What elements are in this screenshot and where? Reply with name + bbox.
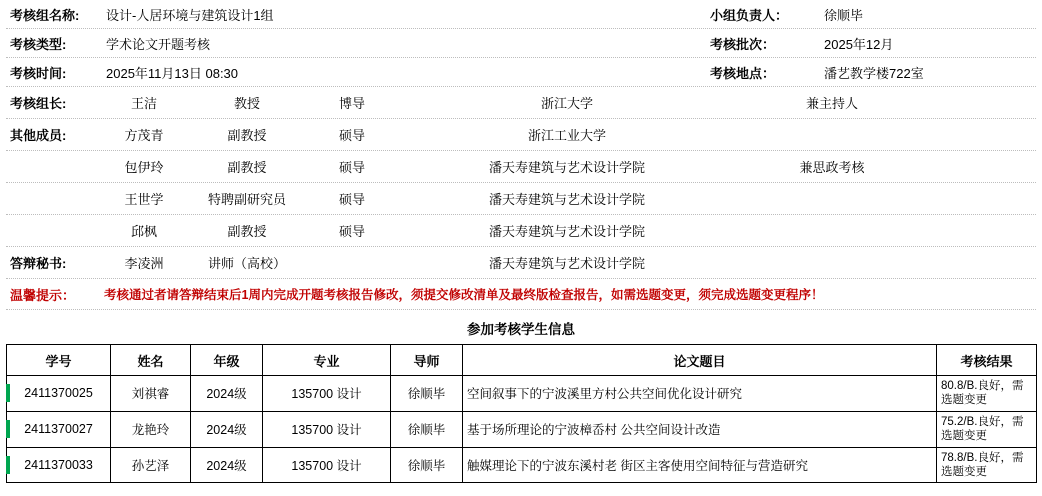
cell-student-result: 80.8/B.良好，需选题变更	[937, 376, 1037, 412]
panel-member-title: 特聘副研究员	[207, 192, 286, 207]
table-row[interactable]	[7, 376, 1037, 412]
exam-time-value: 2025年11月13日 08:30	[106, 65, 239, 81]
cell-student-id: 2411370033	[7, 447, 111, 483]
exam-type-label: 考核类型:	[10, 36, 67, 52]
students-section-title: 参加考核学生信息	[467, 322, 575, 337]
panel-secretary-name: 李凌洲	[124, 256, 164, 271]
cell-student-thesis: 基于场所理论的宁波樟岙村 公共空间设计改造	[463, 411, 937, 447]
cell-student-thesis: 触媒理论下的宁波东溪村老 街区主客使用空间特征与营造研究	[463, 447, 937, 483]
panel-member-org: 潘天寿建筑与艺术设计学院	[488, 192, 645, 207]
notice-text: 考核通过者请答辩结束后1周内完成开题考核报告修改，须提交修改清单及最终版检查报告，如需选题变更，须完成选题变更程序！	[104, 288, 824, 302]
panel-member-org: 潘天寿建筑与艺术设计学院	[488, 160, 645, 175]
panel-member-degree: 硕导	[338, 128, 365, 143]
panel-member-degree: 硕导	[338, 192, 365, 207]
exam-time-label: 考核时间:	[10, 65, 67, 81]
cell-student-id: 2411370025	[7, 376, 111, 412]
panel-member-degree: 硕导	[338, 160, 365, 175]
exam-batch-value: 2025年12月	[824, 36, 894, 52]
cell-student-advisor: 徐顺毕	[391, 447, 463, 483]
cell-student-thesis: 空间叙事下的宁波溪里方村公共空间优化设计研究	[463, 376, 937, 412]
cell-student-advisor: 徐顺毕	[391, 376, 463, 412]
panel-secretary-title: 讲师（高校）	[207, 256, 286, 271]
cell-student-grade: 2024级	[191, 447, 263, 483]
panel-member-name: 方茂青	[124, 128, 164, 143]
panel-member-row	[6, 151, 1036, 183]
panel-member-org: 浙江工业大学	[527, 128, 606, 143]
panel-leader-name: 王洁	[130, 96, 157, 111]
cell-student-name: 孙艺泽	[111, 447, 191, 483]
notice-label: 温馨提示：	[10, 287, 76, 303]
cell-student-result: 75.2/B.良好，需选题变更	[937, 411, 1037, 447]
panel-member-name: 王世学	[124, 192, 164, 207]
panel-member-row	[6, 183, 1036, 215]
notice-row	[6, 279, 1036, 310]
cell-student-grade: 2024级	[191, 411, 263, 447]
cell-student-advisor: 徐顺毕	[391, 411, 463, 447]
cell-student-grade: 2024级	[191, 376, 263, 412]
group-name-label: 考核组名称:	[10, 7, 80, 23]
info-row-exam-time	[6, 58, 1036, 87]
panel-member-name: 包伊玲	[124, 160, 164, 175]
cell-student-major: 135700 设计	[263, 376, 391, 412]
column-header-major: 专业	[263, 345, 391, 376]
students-table	[6, 344, 1037, 483]
exam-place-label: 考核地点：	[710, 65, 776, 81]
column-header-id: 学号	[7, 345, 111, 376]
table-row[interactable]	[7, 411, 1037, 447]
exam-type-value: 学术论文开题考核	[106, 36, 211, 52]
cell-student-major: 135700 设计	[263, 411, 391, 447]
panel-member-title: 副教授	[227, 224, 267, 239]
column-header-name: 姓名	[111, 345, 191, 376]
panel-members-label: 其他成员:	[10, 128, 67, 143]
panel-member-org: 潘天寿建筑与艺术设计学院	[488, 224, 645, 239]
panel-member-row	[6, 119, 1036, 151]
panel-leader-row	[6, 87, 1036, 119]
info-row-exam-type	[6, 29, 1036, 58]
group-leader-value: 徐顺毕	[824, 7, 864, 23]
info-row-group-name	[6, 0, 1036, 29]
panel-member-name: 邱枫	[130, 224, 157, 239]
cell-student-id: 2411370027	[7, 411, 111, 447]
cell-student-name: 龙艳玲	[111, 411, 191, 447]
group-leader-label: 小组负责人：	[710, 7, 789, 23]
panel-member-degree: 硕导	[338, 224, 365, 239]
table-header-row	[7, 345, 1037, 376]
table-row[interactable]	[7, 447, 1037, 483]
panel-leader-org: 浙江大学	[540, 96, 593, 111]
panel-secretary-label: 答辩秘书:	[10, 256, 67, 271]
panel-leader-role: 兼主持人	[805, 96, 858, 111]
column-header-result: 考核结果	[937, 345, 1037, 376]
column-header-advisor: 导师	[391, 345, 463, 376]
panel-leader-label: 考核组长:	[10, 96, 67, 111]
panel-member-row	[6, 215, 1036, 247]
panel-member-title: 副教授	[227, 160, 267, 175]
panel-secretary-org: 潘天寿建筑与艺术设计学院	[488, 256, 645, 271]
exam-place-value: 潘艺教学楼722室	[824, 65, 924, 81]
cell-student-name: 刘祺睿	[111, 376, 191, 412]
column-header-thesis: 论文题目	[463, 345, 937, 376]
cell-student-major: 135700 设计	[263, 447, 391, 483]
panel-member-title: 副教授	[227, 128, 267, 143]
panel-leader-title: 教授	[233, 96, 260, 111]
panel-secretary-row	[6, 247, 1036, 279]
exam-batch-label: 考核批次：	[710, 36, 776, 52]
cell-student-result: 78.8/B.良好，需选题变更	[937, 447, 1037, 483]
column-header-grade: 年级	[191, 345, 263, 376]
panel-member-role: 兼思政考核	[799, 160, 865, 175]
panel-leader-degree: 博导	[338, 96, 365, 111]
group-name-value: 设计-人居环境与建筑设计1组	[106, 7, 274, 23]
